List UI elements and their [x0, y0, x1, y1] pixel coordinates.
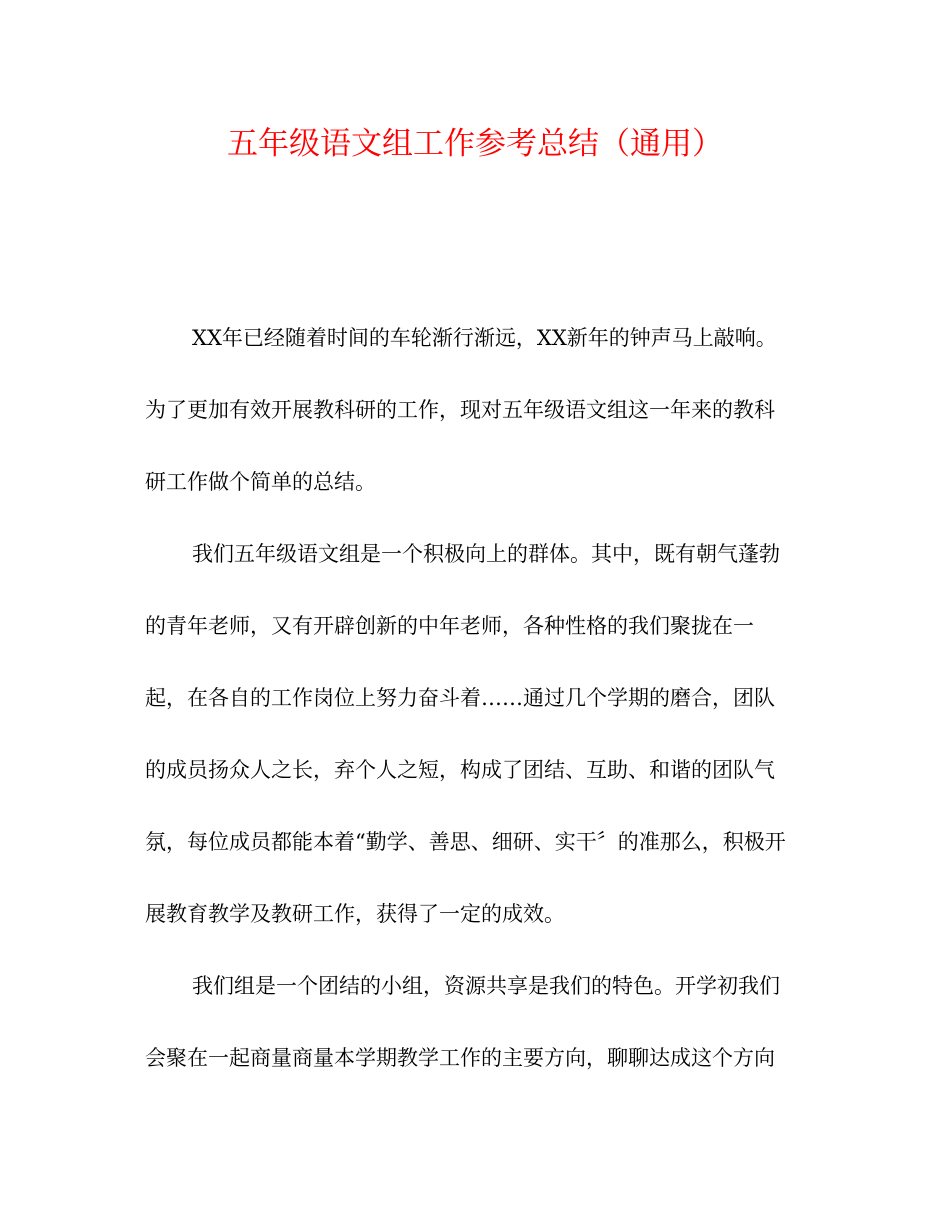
paragraph-line: 的成员扬众人之长，弃个人之短，构成了团结、互助、和谐的团队气 — [145, 758, 775, 782]
paragraph-line: 展教育教学及教研工作，获得了一定的成效。 — [145, 902, 565, 926]
paragraph-line: 研工作做个简单的总结。 — [145, 470, 376, 494]
paragraph-line: 会聚在一起商量商量本学期教学工作的主要方向，聊聊达成这个方向 — [145, 1046, 775, 1070]
paragraph-line: 的青年老师，又有开辟创新的中年老师，各种性格的我们聚拢在一 — [145, 614, 754, 638]
paragraph-line: 我们五年级语文组是一个积极向上的群体。其中，既有朝气蓬勃 — [192, 542, 780, 566]
paragraph-line: 氛，每位成员都能本着“勤学、善思、细研、实干〞的准那么，积极开 — [145, 830, 786, 854]
paragraph-line: 起，在各自的工作岗位上努力奋斗着……通过几个学期的磨合，团队 — [145, 686, 775, 710]
paragraph-line: XX年已经随着时间的车轮渐行渐远，XX新年的钟声马上敲响。 — [192, 326, 777, 350]
paragraph-line: 我们组是一个团结的小组，资源共享是我们的特色。开学初我们 — [192, 974, 780, 998]
document-title: 五年级语文组工作参考总结（通用） — [227, 126, 723, 162]
paragraph-line: 为了更加有效开展教科研的工作，现对五年级语文组这一年来的教科 — [145, 398, 775, 422]
